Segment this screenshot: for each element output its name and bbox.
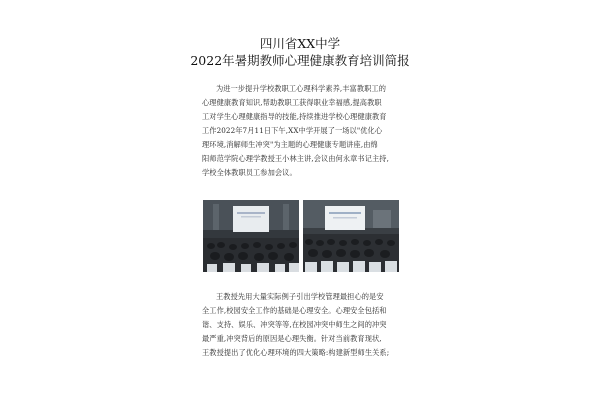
paragraph-line: 最严重,冲突背后的原因是心理失衡。针对当前教育现状, (202, 334, 382, 343)
paragraph-line: 学校全体教职员工参加会议。 (202, 168, 297, 177)
paragraph-line: 理环境,消解师生冲突"为主题的心理健康专题讲座,由绵 (202, 140, 378, 149)
paragraph-line: 阳师范学院心理学教授王小林主讲,会议由何永章书记主持, (202, 154, 389, 163)
lecture-photo-left (203, 200, 299, 272)
paragraph-line: 王教授先用大量实际例子引出学校管理最担心的是安 (216, 292, 384, 301)
lecture-hall-photo-icon (303, 200, 399, 272)
paragraph-line: 工作2022年7月11日下午,XX中学开展了一场以"优化心 (202, 126, 383, 135)
paragraph-line: 工对学生心理健康指导的技能,持续推进学校心理健康教育 (202, 112, 387, 121)
paragraph-line: 谐、支持、娱乐、冲突等等,在校园冲突中师生之间的冲突 (202, 320, 387, 329)
report-title: 2022年暑期教师心理健康教育培训简报 (190, 53, 410, 68)
paragraph-line: 为进一步提升学校教职工心理科学素养,丰富教职工的 (216, 84, 386, 93)
intro-paragraph (202, 82, 400, 180)
lecture-hall-photo-icon (203, 200, 299, 272)
lecture-paragraph (202, 290, 400, 360)
paragraph-line: 王教授提出了优化心理环境的四大策略:构建新型师生关系; (202, 348, 390, 357)
lecture-photo-right (303, 200, 399, 272)
paragraph-line: 全工作,校园安全工作的基础是心理安全。心理安全包括和 (202, 306, 387, 315)
paragraph-line: 心理健康教育知识,帮助教职工获得职业幸福感,提高教职 (202, 98, 382, 107)
school-title: 四川省XX中学 (259, 36, 341, 51)
